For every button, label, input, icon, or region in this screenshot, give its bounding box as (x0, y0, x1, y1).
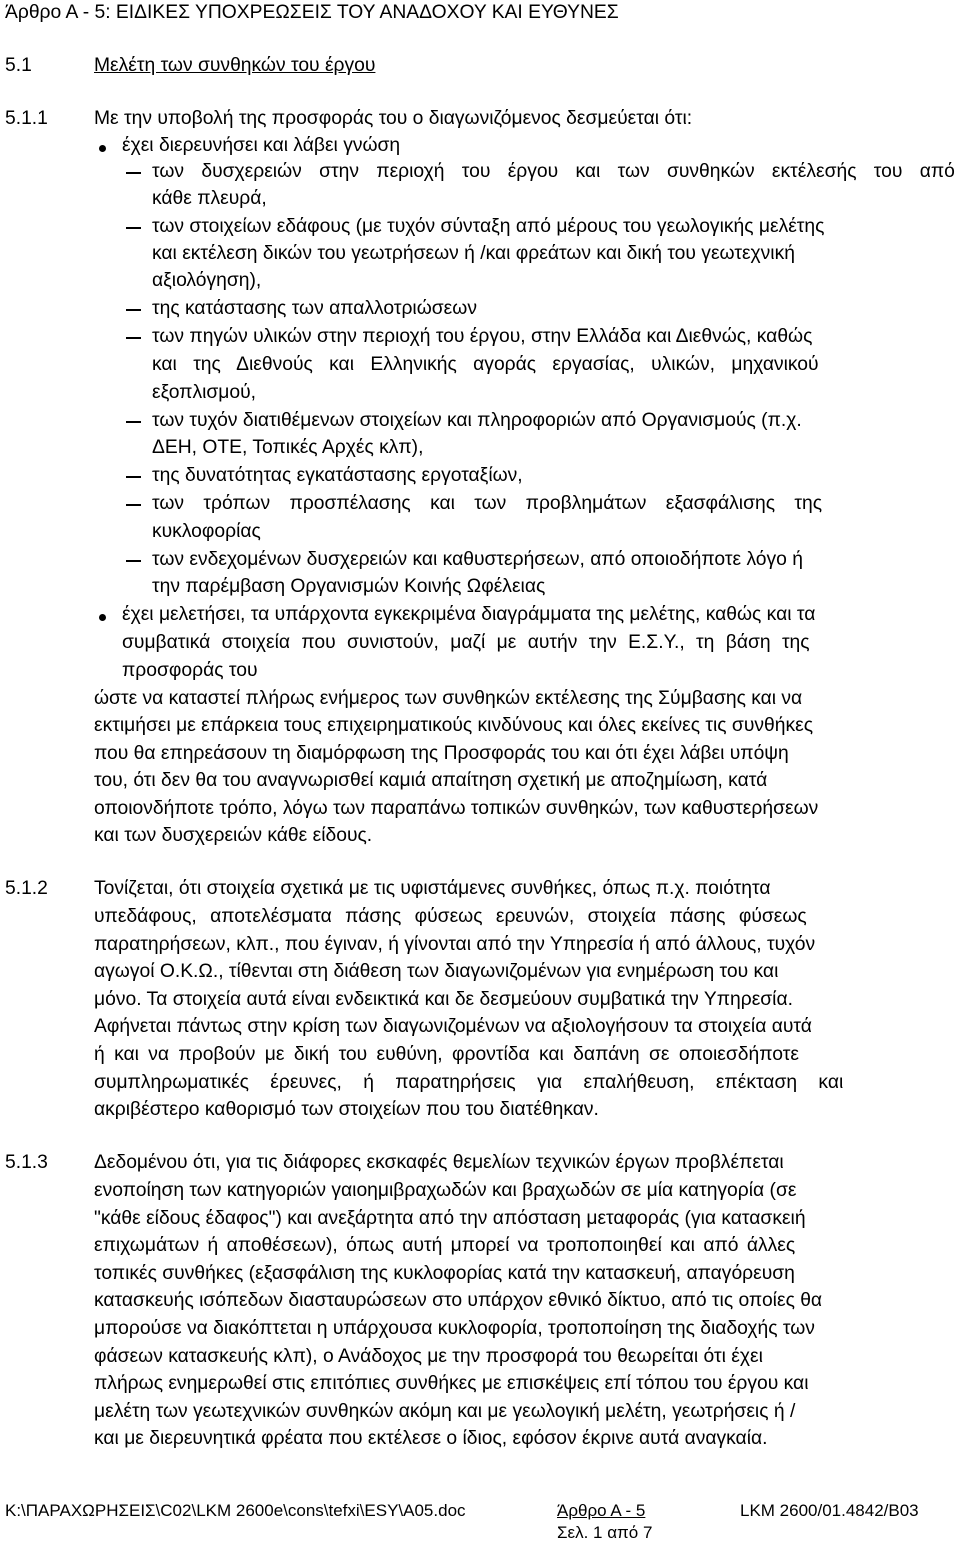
dash-icon (126, 172, 141, 174)
bullet-text-2: έχει μελετήσει, τα υπάρχοντα εγκεκριμένα διαγράμματα της μελέτης, καθώς και τα (122, 604, 816, 625)
item-line: ΔΕΗ, ΟΤΕ, Τοπικές Αρχές κλπ), (152, 437, 424, 458)
item-line: εξοπλισμού, (152, 382, 257, 403)
paragraph-line: μπορούσε να διακόπτεται η υπάρχουσα κυκλοφορία, τροποποίηση της διαδοχής των (94, 1318, 815, 1339)
item-line: την παρέμβαση Οργανισμών Κοινής Ωφέλειας (152, 576, 546, 597)
closing-line: του, ότι δεν θα του αναγνωρισθεί καμιά απαίτηση σχετική με αποζημίωση, κατά (94, 770, 768, 791)
paragraph-line: ενοποίηση των κατηγοριών γαιοημιβραχωδών και βραχωδών σε μία κατηγορία (σε (94, 1180, 797, 1201)
paragraph-line: μόνο. Τα στοιχεία αυτά είναι ενδεικτικά και δε δεσμεύουν συμβατικά την Υπηρεσία. (94, 989, 793, 1010)
paragraph-line: πλήρως ενημερωθεί στις επιτόπιες συνθήκες με επισκέψεις επί τόπου του έργου και (94, 1373, 809, 1394)
paragraph-line: μελέτη των γεωτεχνικών συνθηκών ακόμη και με γεωλογική μελέτη, γεωτρήσεις ή / (94, 1401, 796, 1422)
paragraph-line: αγωγοί Ο.Κ.Ω., τίθενται στη διάθεση των διαγωνιζομένων για ενημέρωση του και (94, 961, 779, 982)
paragraph-line: φάσεων κατασκευής κλπ), ο Ανάδοχος με την προσφορά του θεωρείται ότι έχει (94, 1346, 763, 1367)
bullet-text-2: προσφοράς του (122, 660, 258, 681)
subsection-number-511: 5.1.1 (5, 108, 48, 129)
item-line: αξιολόγηση), (152, 270, 262, 291)
paragraph-line: επιχωμάτων ή αποθέσεων), όπως αυτή μπορεί να τροποποιηθεί και από άλλες (94, 1235, 796, 1256)
bullet-text-1: έχει διερευνήσει και λάβει γνώση (122, 135, 401, 156)
item-line: των δυσχερειών στην περιοχή του έργου και των συνθηκών εκτέλεσής του από (152, 161, 955, 182)
item-line: των τρόπων προσπέλασης και των προβλημάτων εξασφάλισης της (152, 493, 822, 514)
paragraph-line: ή και να προβούν με δική του ευθύνη, φροντίδα και δαπάνη σε οποιεσδήποτε (94, 1044, 799, 1065)
dash-icon (126, 476, 141, 478)
closing-line: εκτιμήσει με επάρκεια τους επιχειρηματικούς κινδύνους και όλες εκείνες τις συνθήκες (94, 715, 813, 736)
paragraph-line: υπεδάφους, αποτελέσματα πάσης φύσεως ερευνών, στοιχεία πάσης φύσεως (94, 906, 807, 927)
dash-icon (126, 560, 141, 562)
paragraph-line: Αφήνεται πάντως στην κρίση των διαγωνιζομένων να αξιολογήσουν τα στοιχεία αυτά (94, 1016, 812, 1037)
section-number: 5.1 (5, 55, 32, 76)
bullet-icon (99, 614, 106, 621)
paragraph-line: και με διερευνητικά φρέατα που εκτέλεσε ο ίδιος, εφόσον έκρινε αυτά αναγκαία. (94, 1428, 768, 1449)
footer-article: Άρθρο Α - 5 (557, 1501, 646, 1520)
paragraph-line: ακριβέστερο καθορισμό των στοιχείων που του διατέθηκαν. (94, 1099, 599, 1120)
dash-icon (126, 504, 141, 506)
bullet-text-2: συμβατικά στοιχεία που συνιστούν, μαζί με αυτήν την Ε.Σ.Υ., τη βάση της (122, 632, 810, 653)
bullet-icon (99, 145, 106, 152)
item-line: των ενδεχομένων δυσχερειών και καθυστερήσεων, από οποιοδήποτε λόγο ή (152, 549, 803, 570)
item-line: κυκλοφορίας (152, 521, 261, 542)
item-line: της δυνατότητας εγκατάστασης εργοταξίων, (152, 465, 523, 486)
closing-line: ώστε να καταστεί πλήρως ενήμερος των συνθηκών εκτέλεσης της Σύμβασης και να (94, 688, 803, 709)
item-line: των πηγών υλικών στην περιοχή του έργου, στην Ελλάδα και Διεθνώς, καθώς (152, 326, 813, 347)
closing-line: που θα επηρεάσουν τη διαμόρφωση της Προσφοράς του και ότι έχει λάβει υπόψη (94, 743, 789, 764)
subsection-number-513: 5.1.3 (5, 1152, 48, 1173)
item-line: των στοιχείων εδάφους (με τυχόν σύνταξη από μέρους του γεωλογικής μελέτης (152, 216, 825, 237)
dash-icon (126, 337, 141, 339)
dash-icon (126, 421, 141, 423)
paragraph-line: παρατηρήσεων, κλπ., που έγιναν, ή γίνονται από την Υπηρεσία ή από άλλους, τυχόν (94, 934, 816, 955)
footer-document-code: LKM 2600/01.4842/B03 (740, 1501, 919, 1520)
closing-line: και των δυσχερειών κάθε είδους. (94, 825, 373, 846)
paragraph-line: κατασκευής ισόπεδων διασταυρώσεων στο υπάρχον εθνικό δίκτυο, από τις οποίες θα (94, 1290, 823, 1311)
intro-text: Με την υποβολή της προσφοράς του ο διαγωνιζόμενος δεσμεύεται ότι: (94, 108, 693, 129)
article-title: Άρθρο Α - 5: ΕΙΔΙΚΕΣ ΥΠΟΧΡΕΩΣΕΙΣ ΤΟΥ ΑΝΑΔΟΧΟΥ ΚΑΙ ΕΥΘΥΝΕΣ (5, 2, 619, 23)
paragraph-line: τοπικές συνθήκες (εξασφάλιση της κυκλοφορίας κατά την κατασκευή, απαγόρευση (94, 1263, 795, 1284)
paragraph-line: Τονίζεται, ότι στοιχεία σχετικά με τις υφιστάμενες συνθήκες, όπως π.χ. ποιότητα (94, 878, 771, 899)
paragraph-line: "κάθε είδους έδαφος") και ανεξάρτητα από την απόσταση μεταφοράς (για κατασκειή (94, 1208, 806, 1229)
closing-line: οποιονδήποτε τρόπο, λόγω των παραπάνω τοπικών συνθηκών, των καθυστερήσεων (94, 798, 819, 819)
subsection-number-512: 5.1.2 (5, 878, 48, 899)
item-line: των τυχόν διατιθέμενων στοιχείων και πληροφοριών από Οργανισμούς (π.χ. (152, 410, 802, 431)
paragraph-line: συμπληρωματικές έρευνες, ή παρατηρήσεις για επαλήθευση, επέκταση και (94, 1072, 844, 1093)
item-line: και της Διεθνούς και Ελληνικής αγοράς εργασίας, υλικών, μηχανικού (152, 354, 819, 375)
dash-icon (126, 227, 141, 229)
section-title: Μελέτη των συνθηκών του έργου (94, 55, 376, 76)
footer-page-number: Σελ. 1 από 7 (557, 1523, 653, 1542)
item-line: και εκτέλεση δικών του γεωτρήσεων ή /και φρεάτων και δική του γεωτεχνική (152, 243, 795, 264)
dash-icon (126, 309, 141, 311)
paragraph-line: Δεδομένου ότι, για τις διάφορες εκσκαφές θεμελίων τεχνικών έργων προβλέπεται (94, 1152, 784, 1173)
item-line: της κατάστασης των απαλλοτριώσεων (152, 298, 477, 319)
footer-file-path: K:\ΠΑΡΑΧΩΡΗΣΕΙΣ\C02\LKM 2600e\cons\tefxi\ESY\A05.doc (5, 1501, 466, 1520)
item-line: κάθε πλευρά, (152, 188, 267, 209)
